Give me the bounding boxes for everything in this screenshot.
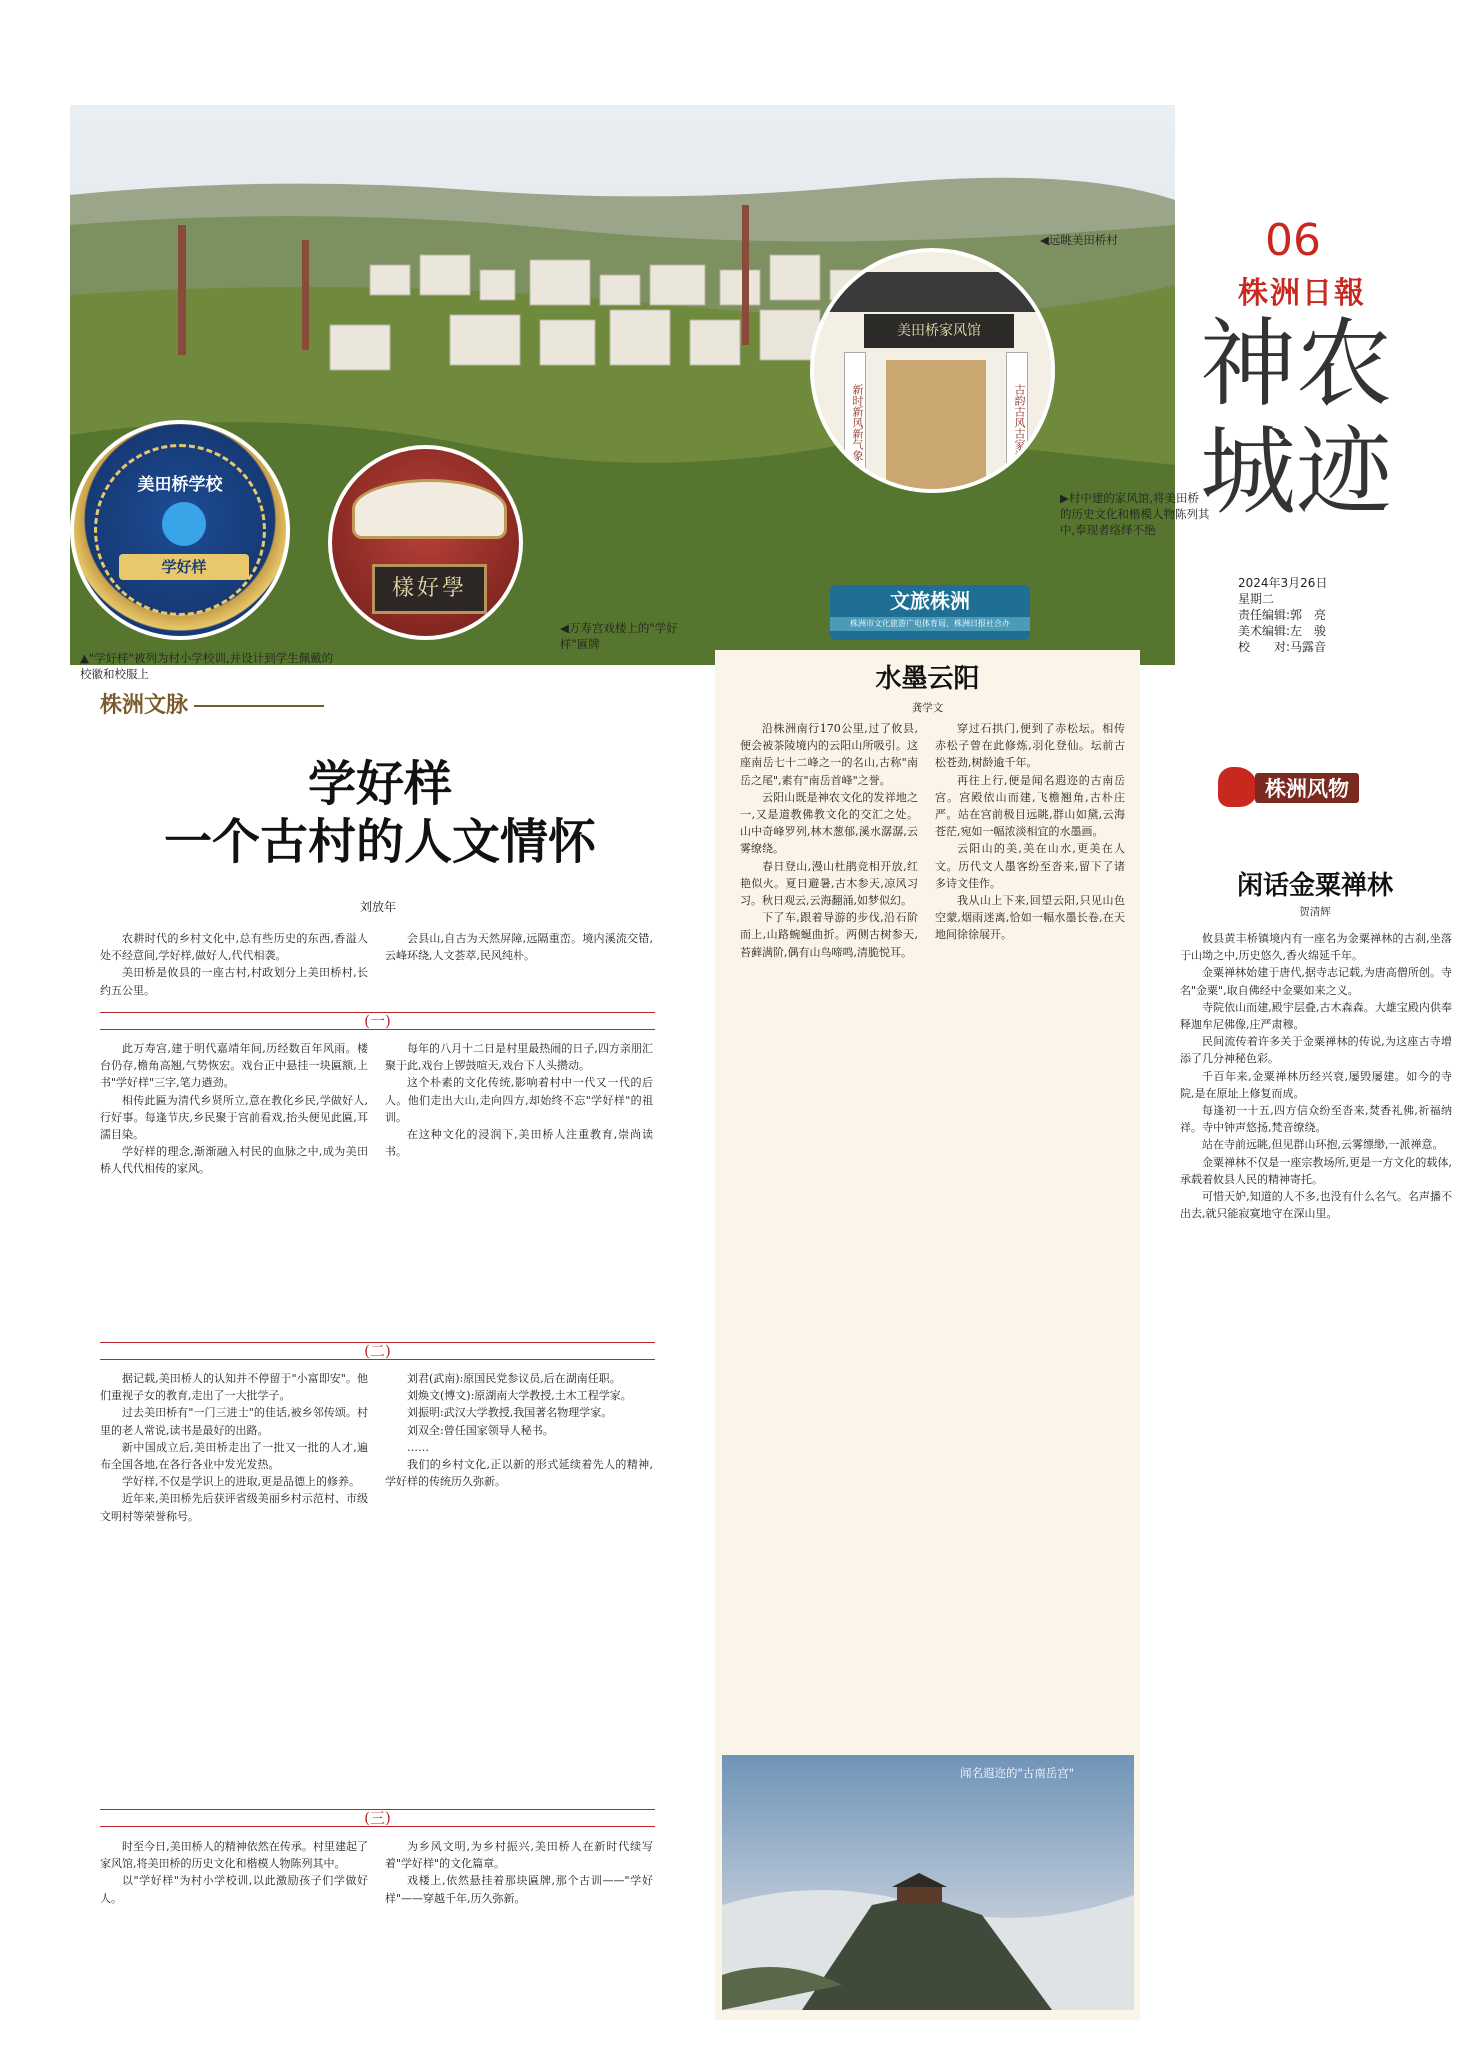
village-caption: ◀远眺美田桥村: [1040, 233, 1118, 247]
yunyang-mountain-photo: [722, 1755, 1134, 2010]
school-badge-photo: [70, 420, 290, 640]
paragraph: 沿株洲南行170公里,过了攸县,便会被茶陵境内的云阳山所吸引。这座南岳七十二峰之一的名山,古称"南岳之尾",素有"南岳首峰"之誉。: [740, 722, 918, 787]
right-headline: 闲话金粟禅林: [1236, 871, 1393, 901]
left-headline-line1: 学好样: [307, 756, 452, 812]
paragraph: 学好样,不仅是学识上的进取,更是品德上的修养。: [122, 1475, 360, 1489]
paragraph: 为乡风文明,为乡村振兴,美田桥人在新时代续写着"学好样"的文化篇章。: [385, 1840, 653, 1871]
paragraph: 学好样的理念,渐渐融入村民的血脉之中,成为美田桥人代代相传的家风。: [100, 1145, 368, 1176]
right-byline: 贺清辉: [1299, 906, 1331, 918]
paragraph: 民间流传着许多关于金粟禅林的传说,为这座古寺增添了几分神秘色彩。: [1180, 1035, 1452, 1066]
mid-col-left: [740, 720, 918, 1745]
paragraph: ……: [407, 1440, 429, 1454]
section-title: 神农城迹: [1200, 308, 1392, 528]
left-byline: 刘放年: [360, 900, 397, 914]
fengwu-column-logo: [1210, 765, 1410, 810]
paragraph: 可惜天妒,知道的人不多,也没有什么名气。名声播不出去,就只能寂寞地守在深山里。: [1180, 1190, 1452, 1221]
section-heading-2: (二): [100, 1342, 655, 1360]
left-intro: [100, 930, 368, 1005]
paragraph: 据记载,美田桥人的认知并不停留于"小富即安"。他们重视子女的教育,走出了一大批学子。: [100, 1372, 368, 1403]
badge-motto: 学好样: [119, 554, 249, 580]
paragraph: 千百年来,金粟禅林历经兴衰,屡毁屡建。如今的寺院,是在原址上修复而成。: [1180, 1069, 1452, 1100]
art-editor-credit: 美术编辑:左 骏: [1238, 624, 1327, 638]
paragraph: 这个朴素的文化传统,影响着村中一代又一代的后人。他们走出大山,走向四方,却始终不忘"学好样"的祖训。: [385, 1076, 653, 1124]
family-hall-photo: [810, 248, 1055, 493]
section-heading-1: (一): [100, 1012, 655, 1030]
paragraph: 穿过石拱门,便到了赤松坛。相传赤松子曾在此修炼,羽化登仙。坛前古松苍劲,树龄逾千年。: [935, 722, 1125, 770]
paragraph: 新中国成立后,美田桥走出了一批又一批的人才,遍布全国各地,在各行各业中发光发热。: [100, 1440, 368, 1472]
paragraph: 我们的乡村文化,正以新的形式延续着先人的精神,学好样的传统历久弥新。: [385, 1458, 653, 1489]
wenlv-logo-text: 文旅株洲: [890, 589, 970, 613]
sec2-right: [385, 1370, 653, 1790]
paragraph: 春日登山,漫山杜鹃竞相开放,红艳似火。夏日避暑,古木参天,凉风习习。秋日观云,云海翻涌,如梦似幻。: [740, 859, 918, 908]
paragraph: 美田桥是攸县的一座古村,村政划分上美田桥村,长约五公里。: [100, 966, 368, 997]
paragraph: 刘焕文(博文):原湖南大学教授,土木工程学家。: [407, 1389, 632, 1403]
left-headline: [100, 755, 660, 871]
plaque-decoration: [352, 479, 507, 539]
plaque-sign: 樣好學: [372, 564, 487, 614]
section-heading-3: (三): [100, 1809, 655, 1827]
paragraph: 刘双全:曾任国家领导人秘书。: [407, 1423, 554, 1437]
paragraph: 此万寿宫,建于明代嘉靖年间,历经数百年风雨。楼台仍存,檐角高翘,气势恢宏。戏台正中悬挂一块匾额,上书"学好样"三字,笔力遒劲。: [100, 1042, 368, 1090]
paragraph: 寺院依山而建,殿宇层叠,古木森森。大雄宝殿内供奉释迦牟尼佛像,庄严肃穆。: [1180, 1000, 1452, 1032]
paragraph: 云阳山的美,美在山水,更美在人文。历代文人墨客纷至沓来,留下了诸多诗文佳作。: [935, 842, 1125, 890]
paragraph: 时至今日,美田桥人的精神依然在传承。村里建起了家风馆,将美田桥的历史文化和楷模人物陈列其中。: [100, 1840, 368, 1871]
plaque-caption: ◀万寿宫戏楼上的"学好样"匾牌: [560, 621, 678, 651]
hall-door: [886, 360, 986, 493]
left-headline-line2: 一个古村的人文情怀: [163, 814, 596, 870]
badge-caption: ▲"学好样"被列为村小学校训,并设计到学生佩戴的校徽和校服上: [80, 651, 334, 681]
hall-roof: [814, 272, 1055, 312]
paragraph: 过去美田桥有"一门三进士"的佳话,被乡邻传颂。村里的老人常说,读书是最好的出路。: [100, 1406, 368, 1437]
paragraph: 在这种文化的浸润下,美田桥人注重教育,崇尚读书。: [385, 1128, 653, 1159]
editor-credit: 责任编辑:郭 亮: [1238, 608, 1327, 622]
paragraph: 我从山上下来,回望云阳,只见山色空蒙,烟雨迷离,恰如一幅水墨长卷,在天地间徐徐展开。: [935, 894, 1125, 942]
right-article-body: [1180, 930, 1452, 2020]
paragraph: 攸县黄丰桥镇境内有一座名为金粟禅林的古刹,坐落于山坳之中,历史悠久,香火绵延千年。: [1180, 932, 1452, 963]
sec3-right: [385, 1838, 653, 2008]
paragraph: 近年来,美田桥先后获评省级美丽乡村示范村、市级文明村等荣誉称号。: [100, 1492, 368, 1523]
paragraph: 刘君(武南):原国民党参议员,后在湖南任职。: [407, 1372, 621, 1385]
paragraph: 金粟禅林始建于唐代,据寺志记载,为唐高僧所创。寺名"金粟",取自佛经中金粟如来之义。: [1180, 966, 1452, 997]
edition-meta: [1238, 575, 1327, 655]
paragraph: 以"学好样"为村小学校训,以此激励孩子们学做好人。: [100, 1874, 368, 1905]
proofreader-credit: 校 对:马露音: [1238, 640, 1327, 654]
wenmai-logo-text: 株洲文脉: [100, 692, 189, 718]
paragraph: 金粟禅林不仅是一座宗教场所,更是一方文化的载体,承载着攸县人民的精神寄托。: [1180, 1155, 1452, 1186]
page-number: 06: [1265, 215, 1321, 266]
sec1-left: [100, 1040, 368, 1330]
left-intro-right: [385, 930, 653, 1005]
sec2-left: [100, 1370, 368, 1790]
paragraph: 下了车,跟着导游的步伐,沿石阶而上,山路蜿蜒曲折。两侧古树参天,苔藓满阶,偶有山鸟啼鸣,清脆悦耳。: [740, 911, 918, 959]
paragraph: 刘振明:武汉大学教授,我国著名物理学家。: [407, 1406, 613, 1420]
paragraph: 云阳山既是神农文化的发祥地之一,又是道教佛教文化的交汇之处。山中奇峰罗列,林木葱郁,溪水潺潺,云雾缭绕。: [740, 790, 918, 856]
hall-caption: ▶村中建的家风馆,将美田桥的历史文化和楷模人物陈列其中,奉现者络绎不绝: [1060, 491, 1210, 537]
mid-photo-caption: 闻名遐迩的"古南岳宫": [960, 1766, 1075, 1780]
hall-sign: 美田桥家风馆: [864, 314, 1014, 348]
mid-col-right: [935, 720, 1125, 1745]
paragraph: 每年的八月十二日是村里最热闹的日子,四方亲朋汇聚于此,戏台上锣鼓喧天,戏台下人头攒动。: [385, 1042, 653, 1073]
sec3-left: [100, 1838, 368, 2008]
mid-headline: 水墨云阳: [875, 664, 980, 694]
wenmai-column-logo: [100, 688, 324, 719]
hall-couplet-right: 古韵古风古家训: [1006, 352, 1028, 492]
paragraph: 相传此匾为清代乡贤所立,意在教化乡民,学做好人,行好事。每逢节庆,乡民聚于宫前看戏,抬头便见此匾,耳濡目染。: [100, 1093, 368, 1142]
wenlv-column-logo: [830, 585, 1030, 640]
fengwu-logo-text: 株洲风物: [1255, 773, 1359, 803]
mid-byline: 龚学文: [911, 702, 944, 714]
paragraph: 农耕时代的乡村文化中,总有些历史的东西,香溢人处不经意间,学好样,做好人,代代相袭。: [100, 932, 368, 963]
wenlv-logo-sub: 株洲市文化旅游广电体育局、株洲日报社合办: [830, 617, 1030, 631]
paragraph: 站在寺前远眺,但见群山环抱,云雾缥缈,一派禅意。: [1202, 1138, 1444, 1152]
plaque-photo: [328, 445, 523, 640]
edition-date: 2024年3月26日: [1238, 576, 1328, 590]
paragraph: 会县山,自古为天然屏障,远隔重峦。境内溪流交错,云峰环绕,人文荟萃,民风纯朴。: [385, 932, 653, 963]
edition-weekday: 星期二: [1238, 592, 1275, 606]
paragraph: 戏楼上,依然悬挂着那块匾牌,那个古训——"学好样"——穿越千年,历久弥新。: [385, 1874, 653, 1905]
fengwu-logo-shape: [1218, 767, 1258, 807]
paragraph: 每逢初一十五,四方信众纷至沓来,焚香礼佛,祈福纳祥。寺中钟声悠扬,梵音缭绕。: [1180, 1104, 1452, 1135]
thumbs-up-icon: [162, 502, 206, 546]
badge-school-name: 美田桥学校: [137, 475, 223, 495]
sec1-right: [385, 1040, 653, 1330]
paper-name: 株洲日報: [1238, 276, 1366, 311]
hall-couplet-left: 新时新风新气象: [844, 352, 866, 492]
paragraph: 再往上行,便是闻名遐迩的古南岳宫。宫殿依山而建,飞檐翘角,古朴庄严。站在宫前极目远眺,群山如黛,云海苍茫,宛如一幅浓淡相宜的水墨画。: [935, 773, 1125, 839]
